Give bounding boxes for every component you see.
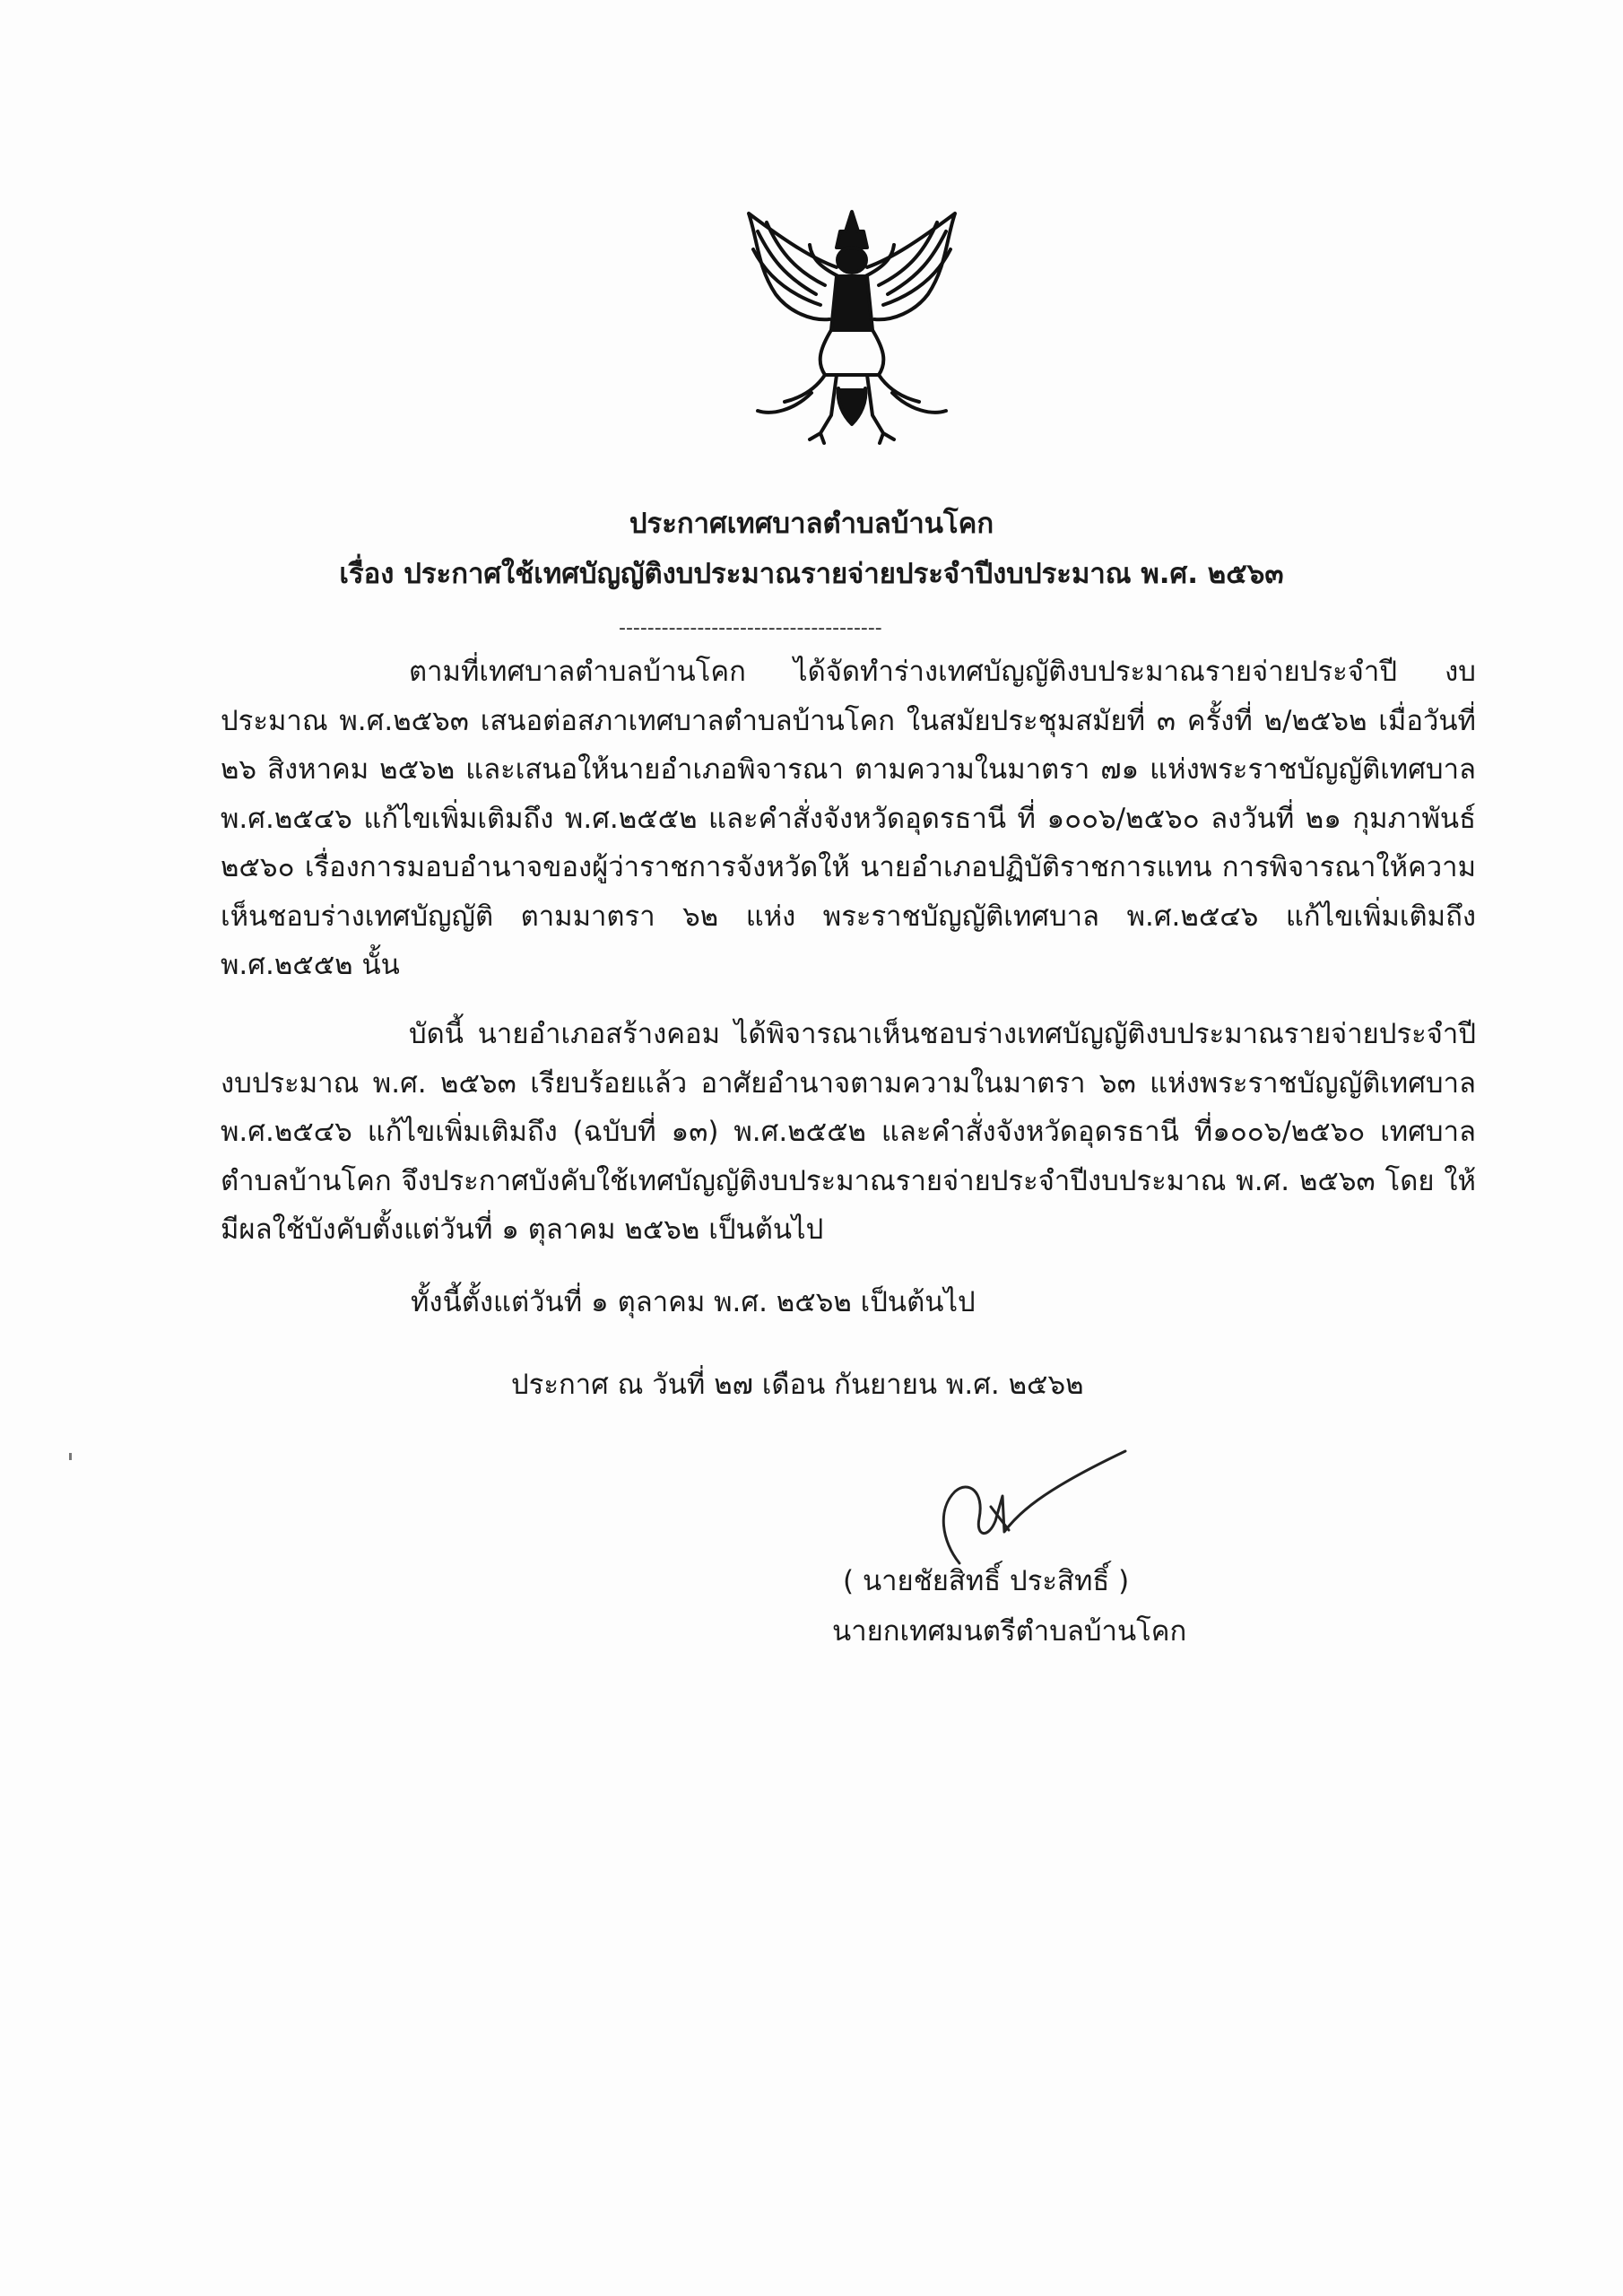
body-paragraph-2-text: บัดนี้ นายอำเภอสร้างคอม ได้พิจารณาเห็นชอบร่างเทศบัญญัติงบประมาณรายจ่ายประจำปี งบประมาณ พ.ศ. ๒๕๖๓ เรียบร้อยแล้ว อาศัยอำนาจตามความในมาตรา ๖๓ แห่งพระราชบัญญัติเทศบาล พ.ศ.๒๕๔๖ แก้ไขเพิ่มเติมถึง (ฉบับที่ ๑๓) พ.ศ.๒๕๕๒ และคำสั่งจังหวัดอุดรธานี ที่๑๐๐๖/๒๕๖๐ เทศบาล ตำบลบ้านโคก จึงประกาศบังคับใช้เทศบัญญัติงบประมาณรายจ่ายประจำปีงบประมาณ พ.ศ. ๒๕๖๓ โดย ให้มีผลใช้บังคับตั้งแต่วันที่ ๑ ตุลาคม ๒๕๖๒ เป็นต้นไป (221, 1018, 1476, 1246)
garuda-emblem-icon (731, 204, 973, 447)
divider-line: ------------------------------------- (619, 617, 882, 639)
body-paragraph-1 (221, 648, 1476, 990)
announcement-subject: เรื่อง ประกาศใช้เทศบัญญัติงบประมาณรายจ่ายประจำปีงบประมาณ พ.ศ. ๒๕๖๓ (339, 558, 1284, 590)
scan-mark (69, 1453, 72, 1460)
signer-name: ( นายชัยสิทธิ์ ประสิทธิ์ ) (843, 1565, 1130, 1597)
handwritten-signature (906, 1442, 1130, 1577)
signer-position: นายกเทศมนตรีตำบลบ้านโคก (832, 1615, 1187, 1648)
effective-date-line: ทั้งนี้ตั้งแต่วันที่ ๑ ตุลาคม พ.ศ. ๒๕๖๒ เป็นต้นไป (411, 1286, 976, 1318)
announcement-title: ประกาศเทศบาลตำบลบ้านโคก (629, 508, 994, 540)
announcement-date-line: ประกาศ ณ วันที่ ๒๗ เดือน กันยายน พ.ศ. ๒๕๖๒ (511, 1369, 1084, 1401)
body-paragraph-2 (221, 1010, 1476, 1255)
body-paragraph-1-text: ตามที่เทศบาลตำบลบ้านโคก ได้จัดทำร่างเทศบัญญัติงบประมาณรายจ่ายประจำปี งบประมาณ พ.ศ.๒๕๖๓ เสนอต่อสภาเทศบาลตำบลบ้านโคก ในสมัยประชุมสมัยที่ ๓ ครั้งที่ ๒/๒๕๖๒ เมื่อวันที่ ๒๖ สิงหาคม ๒๕๖๒ และเสนอให้นายอำเภอพิจารณา ตามความในมาตรา ๗๑ แห่งพระราชบัญญัติเทศบาล พ.ศ.๒๕๔๖ แก้ไขเพิ่มเติมถึง พ.ศ.๒๕๕๒ และคำสั่งจังหวัดอุดรธานี ที่ ๑๐๐๖/๒๕๖๐ ลงวันที่ ๒๑ กุมภาพันธ์ ๒๕๖๐ เรื่องการมอบอำนาจของผู้ว่าราชการจังหวัดให้ นายอำเภอปฏิบัติราชการแทน การพิจารณาให้ความเห็นชอบร่างเทศบัญญัติ ตามมาตรา ๖๒ แห่ง พระราชบัญญัติเทศบาล พ.ศ.๒๕๔๖ แก้ไขเพิ่มเติมถึง พ.ศ.๒๕๕๒ นั้น (221, 656, 1476, 981)
